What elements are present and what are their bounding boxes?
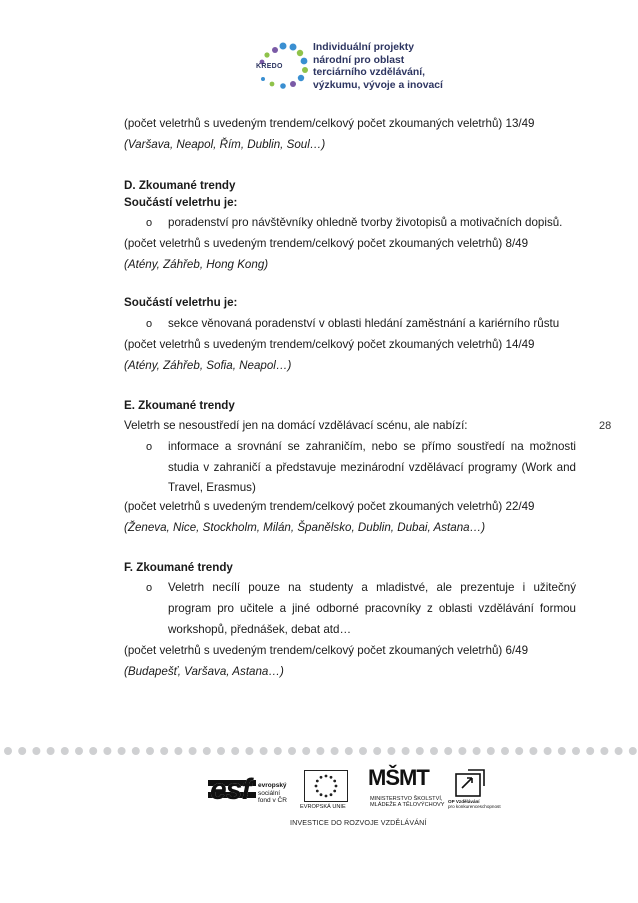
section-d-label-2: Součástí veletrhu je: bbox=[124, 296, 238, 309]
footer-dot bbox=[387, 747, 395, 755]
eu-star-icon bbox=[335, 785, 338, 788]
footer-dot bbox=[345, 747, 353, 755]
section-d-bullet-2: sekce věnovaná poradenství v oblasti hledání zaměstnání a kariérního růstu bbox=[168, 317, 560, 330]
eu-label: EVROPSKÁ UNIE bbox=[300, 804, 346, 810]
msmt-mark: MŠMT bbox=[368, 765, 429, 790]
esf-mark-text: esf bbox=[210, 773, 251, 806]
msmt-label bbox=[370, 796, 445, 809]
footer-dot bbox=[302, 747, 310, 755]
section-e-heading: E. Zkoumané trendy bbox=[124, 399, 235, 412]
examples-line: (Atény, Záhřeb, Sofia, Neapol…) bbox=[124, 359, 292, 372]
footer-dot bbox=[444, 747, 452, 755]
footer-caption: INVESTICE DO ROZVOJE VZDĚLÁVÁNÍ bbox=[290, 818, 427, 827]
page-number: 28 bbox=[599, 420, 612, 432]
footer-dot bbox=[146, 747, 154, 755]
op-vk-mark-icon bbox=[454, 768, 488, 798]
eu-star-icon bbox=[330, 776, 333, 779]
stat-line: (počet veletrhů s uvedeným trendem/celkový počet zkoumaných veletrhů) 14/49 bbox=[124, 338, 535, 351]
eu-star-icon bbox=[333, 790, 336, 793]
section-f-heading: F. Zkoumané trendy bbox=[124, 561, 233, 574]
footer-dot bbox=[288, 747, 296, 755]
footer-dot bbox=[316, 747, 324, 755]
footer-dot bbox=[47, 747, 55, 755]
eu-star-icon bbox=[320, 776, 323, 779]
footer-dot bbox=[61, 747, 69, 755]
section-e-bullet-line: studia v zahraničí a představuje mezinárodní vzdělávací programy (Work and bbox=[168, 461, 576, 474]
eu-star-icon bbox=[315, 785, 318, 788]
footer-dot bbox=[245, 747, 253, 755]
footer-dot bbox=[373, 747, 381, 755]
msmt-label-line: MLÁDEŽE A TĚLOVÝCHOVY bbox=[370, 802, 445, 809]
footer-dot bbox=[359, 747, 367, 755]
footer-dot bbox=[203, 747, 211, 755]
section-d-heading: D. Zkoumané trendy bbox=[124, 179, 236, 192]
footer-dot bbox=[18, 747, 26, 755]
examples-line: (Budapešť, Varšava, Astana…) bbox=[124, 665, 284, 678]
footer-dot bbox=[572, 747, 580, 755]
footer-dot bbox=[260, 747, 268, 755]
eu-star-icon bbox=[330, 793, 333, 796]
footer-dot bbox=[118, 747, 126, 755]
footer-dot bbox=[189, 747, 197, 755]
stat-line: (počet veletrhů s uvedeným trendem/celkový počet zkoumaných veletrhů) 8/49 bbox=[124, 237, 529, 250]
footer-dot bbox=[75, 747, 83, 755]
section-e-bullet-line: informace a srovnání se zahraničím, nebo se přímo soustředí na možnosti bbox=[168, 440, 576, 453]
footer-dot bbox=[4, 747, 12, 755]
footer-dot bbox=[274, 747, 282, 755]
stat-line: (počet veletrhů s uvedeným trendem/celkový počet zkoumaných veletrhů) 13/49 bbox=[124, 117, 535, 130]
footer-dot bbox=[103, 747, 111, 755]
project-title-line: Individuální projekty bbox=[313, 42, 415, 53]
footer-dot bbox=[458, 747, 466, 755]
section-d-label-1: Součástí veletrhu je: bbox=[124, 196, 238, 209]
footer-dot bbox=[586, 747, 594, 755]
footer-dotted-rule bbox=[0, 746, 638, 756]
op-vk-logo bbox=[446, 768, 501, 814]
esf-label-line: fond v ČR bbox=[258, 797, 287, 804]
footer-dot bbox=[331, 747, 339, 755]
bullet-marker: o bbox=[146, 582, 153, 594]
bullet-marker: o bbox=[146, 441, 153, 453]
msmt-label-line: MINISTERSTVO ŠKOLSTVÍ, bbox=[370, 796, 443, 802]
eu-logo bbox=[300, 770, 348, 814]
section-e-bullet-line: Travel, Erasmus) bbox=[168, 481, 256, 494]
footer-dot bbox=[231, 747, 239, 755]
footer-dot bbox=[132, 747, 140, 755]
section-f-bullet-line: program pro učitele a jiné odborné pracovníky z oblasti vzdělávání formou bbox=[168, 602, 576, 615]
footer-dot bbox=[515, 747, 523, 755]
footer-dot bbox=[529, 747, 537, 755]
footer-dot bbox=[89, 747, 97, 755]
footer-dot bbox=[487, 747, 495, 755]
op-vk-label bbox=[448, 799, 501, 810]
footer-dot bbox=[174, 747, 182, 755]
op-vk-label-line: pro konkurenceschopnost bbox=[448, 804, 501, 810]
footer-dot bbox=[501, 747, 509, 755]
project-title-line: národní pro oblast bbox=[313, 54, 405, 66]
bullet-marker: o bbox=[146, 217, 153, 229]
eu-star-icon bbox=[320, 793, 323, 796]
eu-star-icon bbox=[316, 780, 319, 783]
footer-dot bbox=[629, 747, 637, 755]
op-vk-label-line: OP Vzdělávání bbox=[448, 799, 480, 804]
project-title bbox=[313, 42, 443, 92]
footer-dot bbox=[416, 747, 424, 755]
eu-star-icon bbox=[316, 790, 319, 793]
stat-line: (počet veletrhů s uvedeným trendem/celkový počet zkoumaných veletrhů) 6/49 bbox=[124, 644, 529, 657]
esf-logo bbox=[208, 766, 290, 814]
footer-dot bbox=[473, 747, 481, 755]
kredo-wordmark: KREDO bbox=[256, 63, 283, 70]
section-d-bullet-1: poradenství pro návštěvníky ohledně tvorby životopisů a motivačních dopisů. bbox=[168, 216, 563, 229]
footer-dot bbox=[160, 747, 168, 755]
msmt-logo bbox=[366, 765, 445, 814]
esf-label-line: sociální bbox=[258, 789, 281, 797]
examples-line: (Ženeva, Nice, Stockholm, Milán, Španělsko, Dublin, Dubai, Astana…) bbox=[124, 521, 486, 534]
footer-dot bbox=[32, 747, 40, 755]
esf-label-line: evropský bbox=[258, 782, 287, 789]
section-f-bullet-line: workshopů, přednášek, debat atd… bbox=[168, 623, 352, 636]
stat-line: (počet veletrhů s uvedeným trendem/celkový počet zkoumaných veletrhů) 22/49 bbox=[124, 500, 535, 513]
project-title-line: výzkumu, vývoje a inovací bbox=[313, 79, 443, 91]
eu-flag-icon bbox=[304, 770, 348, 802]
eu-star-icon bbox=[325, 795, 328, 798]
eu-star-icon bbox=[333, 780, 336, 783]
footer-dot bbox=[600, 747, 608, 755]
eu-star-icon bbox=[325, 775, 328, 778]
section-f-bullet-line: Veletrh necílí pouze na studenty a mladistvé, ale prezentuje i užitečný bbox=[168, 581, 576, 594]
footer-dot bbox=[217, 747, 225, 755]
bullet-marker: o bbox=[146, 318, 153, 330]
footer-dot bbox=[544, 747, 552, 755]
esf-label bbox=[258, 782, 287, 805]
footer-dot bbox=[558, 747, 566, 755]
footer-dot bbox=[430, 747, 438, 755]
examples-line: (Atény, Záhřeb, Hong Kong) bbox=[124, 258, 269, 271]
section-e-intro: Veletrh se nesoustředí jen na domácí vzdělávací scénu, ale nabízí: bbox=[124, 419, 468, 432]
footer-dot bbox=[615, 747, 623, 755]
footer-dot bbox=[402, 747, 410, 755]
examples-line: (Varšava, Neapol, Řím, Dublin, Soul…) bbox=[124, 138, 326, 151]
project-title-line: terciárního vzdělávání, bbox=[313, 67, 426, 79]
